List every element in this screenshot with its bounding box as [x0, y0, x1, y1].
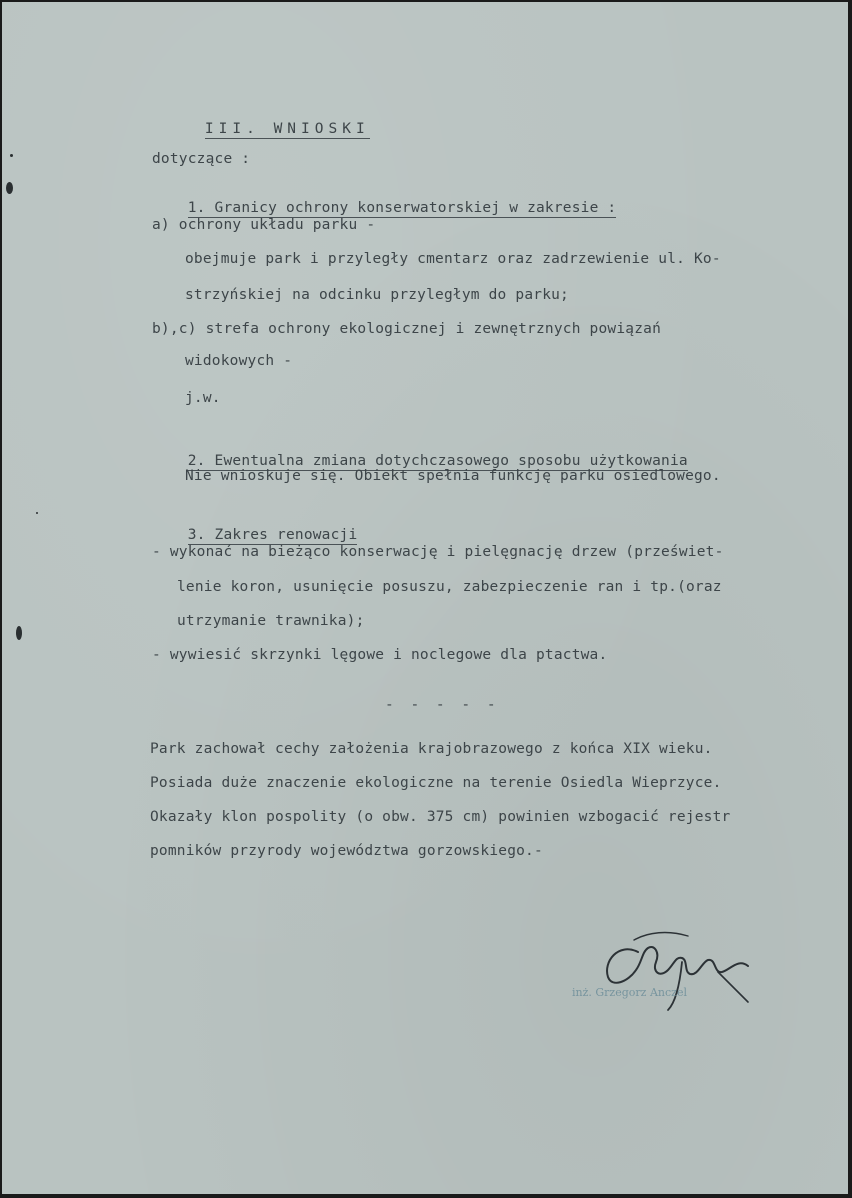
edge-mark: [6, 182, 13, 194]
section1-item-a-desc1: obejmuje park i przyległy cmentarz oraz zadrzewienie ul. Ko-: [185, 251, 721, 267]
conclusion-line3: Okazały klon pospolity (o obw. 375 cm) powinien wzbogacić rejestr: [150, 809, 731, 825]
name-stamp: inż. Grzegorz Anczel: [572, 986, 687, 999]
intro-text: dotyczące :: [152, 151, 251, 167]
section1-item-a: a) ochrony układu parku -: [152, 217, 376, 233]
section1-item-bc-desc2: j.w.: [185, 390, 221, 406]
edge-mark: [10, 154, 13, 157]
section3-line3: utrzymanie trawnika);: [177, 613, 365, 629]
section2-text: Nie wnioskuje się. Obiekt spełnia funkcję parku osiedlowego.: [185, 468, 721, 484]
edge-mark: [36, 512, 38, 514]
section1-item-bc: b),c) strefa ochrony ekologicznej i zewnętrznych powiązań: [152, 321, 661, 337]
document-heading: [150, 102, 370, 156]
section1-title-text: 1. Granicy ochrony konserwatorskiej w zakresie :: [187, 200, 617, 216]
edge-mark: [16, 626, 22, 640]
conclusion-line2: Posiada duże znaczenie ekologiczne na terenie Osiedla Wieprzyce.: [150, 775, 722, 791]
section3-line4: - wywiesić skrzynki lęgowe i noclegowe dla ptactwa.: [152, 647, 608, 663]
section3-line2: lenie koron, usunięcie posuszu, zabezpieczenie ran i tp.(oraz: [177, 579, 722, 595]
section2-title-text: 2. Ewentualna zmiana dotychczasowego sposobu użytkowania: [187, 453, 688, 469]
heading-text: III. WNIOSKI: [204, 121, 370, 137]
document-page: [2, 2, 848, 1194]
conclusion-line4: pomników przyrody województwa gorzowskiego.-: [150, 843, 543, 859]
section1-item-a-desc2: strzyńskiej na odcinku przyległym do parku;: [185, 287, 569, 303]
section3-line1: - wykonać na bieżąco konserwację i pielęgnację drzew (przeświet-: [152, 544, 724, 560]
section1-item-bc-desc1: widokowych -: [185, 353, 293, 369]
conclusion-line1: Park zachował cechy założenia krajobrazowego z końca XIX wieku.: [150, 741, 713, 757]
section3-title-text: 3. Zakres renowacji: [187, 527, 358, 543]
separator: - - - - -: [385, 697, 500, 713]
